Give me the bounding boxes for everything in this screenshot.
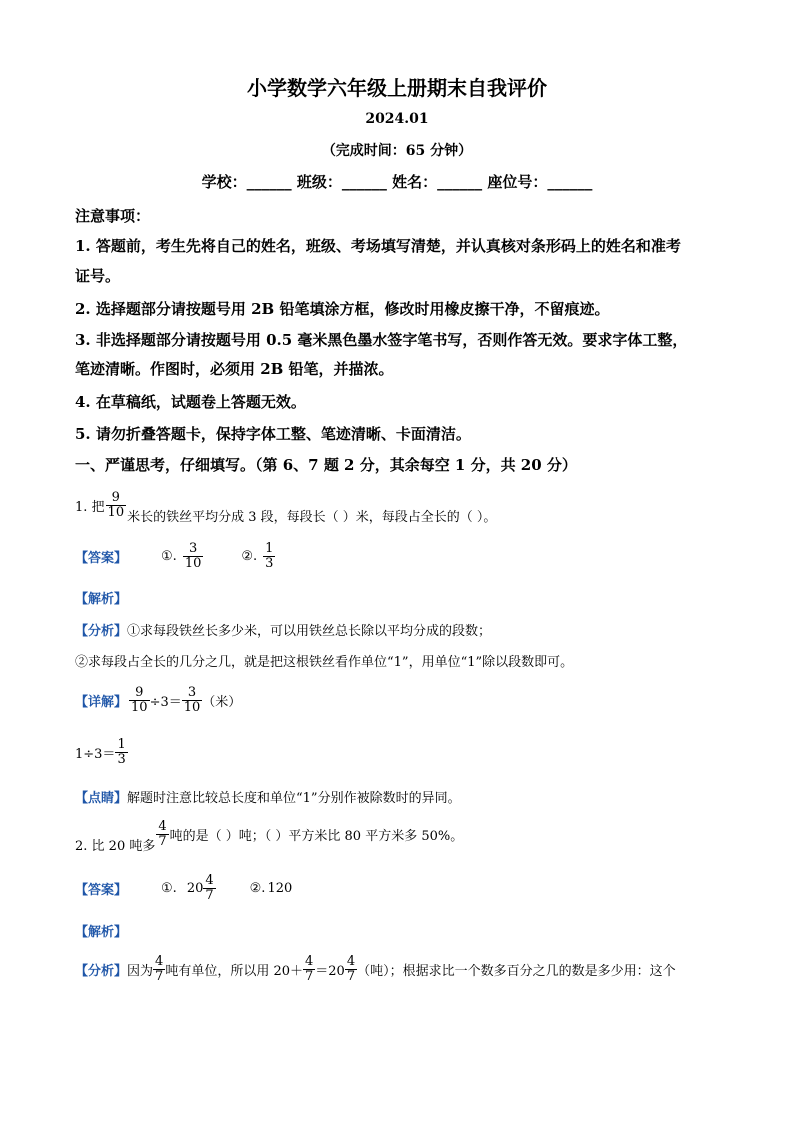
q1-detail-frac-a: $\frac{9}{10}$ [131,685,148,715]
q1-detail-frac-b: $\frac{3}{10}$ [183,685,201,715]
q2-analysis: 【分析】 因为 $\frac{4}{7}$ 吨有单位，所以用 20＋ $\frac{4}{7}$ ＝20 $\frac{4}{7}$ （吨）；根据求比一个数多百分之几的数是多少用：这个 [75,954,676,984]
q2-answer [75,874,292,902]
q1-ans2-mark: ②. [241,548,258,564]
q2-ans2-value: 120 [267,880,293,896]
notice-item-1: 1. 答题前，考生先将自己的姓名，班级、考场填写清楚，并认真核对条形码上的姓名和准考 [75,237,681,255]
q1-answer [75,542,275,570]
q2-analysis-label: 【分析】 [75,963,128,979]
notice-item-5: 5. 请勿折叠答题卡，保持字体工整、笔迹清晰、卡面清洁。 [75,425,471,443]
q2-answer-label: 【答案】 [75,882,128,898]
q2-jiexi-label: 【解析】 [75,925,128,940]
q1-ans2-fraction: $\frac{1}{3}$ [265,541,274,571]
q1-analysis-2: ②求每段占全长的几分之几，就是把这根铁丝看作单位“1”，用单位“1”除以段数即可。 [75,655,574,670]
q2-ans1-mark: ①. [161,880,177,896]
exam-duration: （完成时间：65 分钟） [321,143,473,159]
q2-ans2-mark: ②. [249,880,266,896]
q1-text: 米长的铁丝平均分成 3 段，每段长（ ）米，每段占全长的（ ）。 [127,510,497,525]
q1-dianjing: 【点睛】解题时注意比较总长度和单位“1”分别作被除数时的异同。 [75,791,461,806]
q1-answer-label: 【答案】 [75,550,128,566]
q2-fraction: $\frac{4}{7}$ [158,819,167,849]
q1-dianjing-label: 【点睛】 [75,791,128,806]
notice-item-1-cont: 证号。 [75,267,121,285]
q2-prefix: 2. 比 20 吨多 [75,839,156,854]
q2-ans1-fraction: $\frac{4}{7}$ [205,873,214,903]
q1-analysis-label: 【分析】 [75,624,128,639]
notice-item-4: 4. 在草稿纸，试题卷上答题无效。 [75,393,306,411]
q1-fraction: $\frac{9}{10}$ [107,490,125,520]
q1-detail-label: 【详解】 [75,694,128,710]
section-heading: 一、严谨思考，仔细填写。（第 6、7 题 2 分，其余每空 1 分，共 20 分） [75,456,577,474]
page-title: 小学数学六年级上册期末自我评价 [247,76,547,100]
q2-analysis-frac-2: $\frac{4}{7}$ [305,954,314,984]
question-2 [75,815,463,854]
student-info-line: 学校：______ 班级：______ 姓名：______ 座位号：______ [201,173,593,191]
q1-detail-2: 1÷3＝ $\frac{1}{3}$ [75,737,126,767]
q1-ans1-fraction: $\frac{3}{10}$ [184,541,202,571]
q2-ans1-whole: 20 [186,880,204,896]
exam-date: 2024.01 [365,111,429,127]
q2-text: 吨的是（ ）吨；（ ）平方米比 80 平方米多 50%。 [169,829,464,844]
q1-prefix: 1. 把 [75,500,105,515]
q1-analysis-1: 【分析】①求每段铁丝长多少米，可以用铁丝总长除以平均分成的段数； [75,624,492,639]
q1-detail-1: 【详解】 $\frac{9}{10}$ ÷3＝ $\frac{3}{10}$ （米） [75,685,242,715]
q2-analysis-frac-1: $\frac{4}{7}$ [155,954,164,984]
q1-detail-frac-c: $\frac{1}{3}$ [117,737,126,767]
q2-analysis-frac-3: $\frac{4}{7}$ [346,954,356,984]
notice-item-3: 3. 非选择题部分请按题号用 0.5 毫米黑色墨水签字笔书写，否则作答无效。要求字体工整， [75,331,688,349]
notice-item-2: 2. 选择题部分请按题号用 2B 铅笔填涂方框，修改时用橡皮擦干净，不留痕迹。 [75,300,610,318]
notice-item-3-cont: 笔迹清晰。作图时，必须用 2B 铅笔，并描浓。 [75,360,394,378]
question-1 [75,486,496,525]
q1-jiexi-label: 【解析】 [75,592,128,607]
notice-heading: 注意事项： [75,207,151,225]
q1-ans1-mark: ①. [161,548,177,564]
